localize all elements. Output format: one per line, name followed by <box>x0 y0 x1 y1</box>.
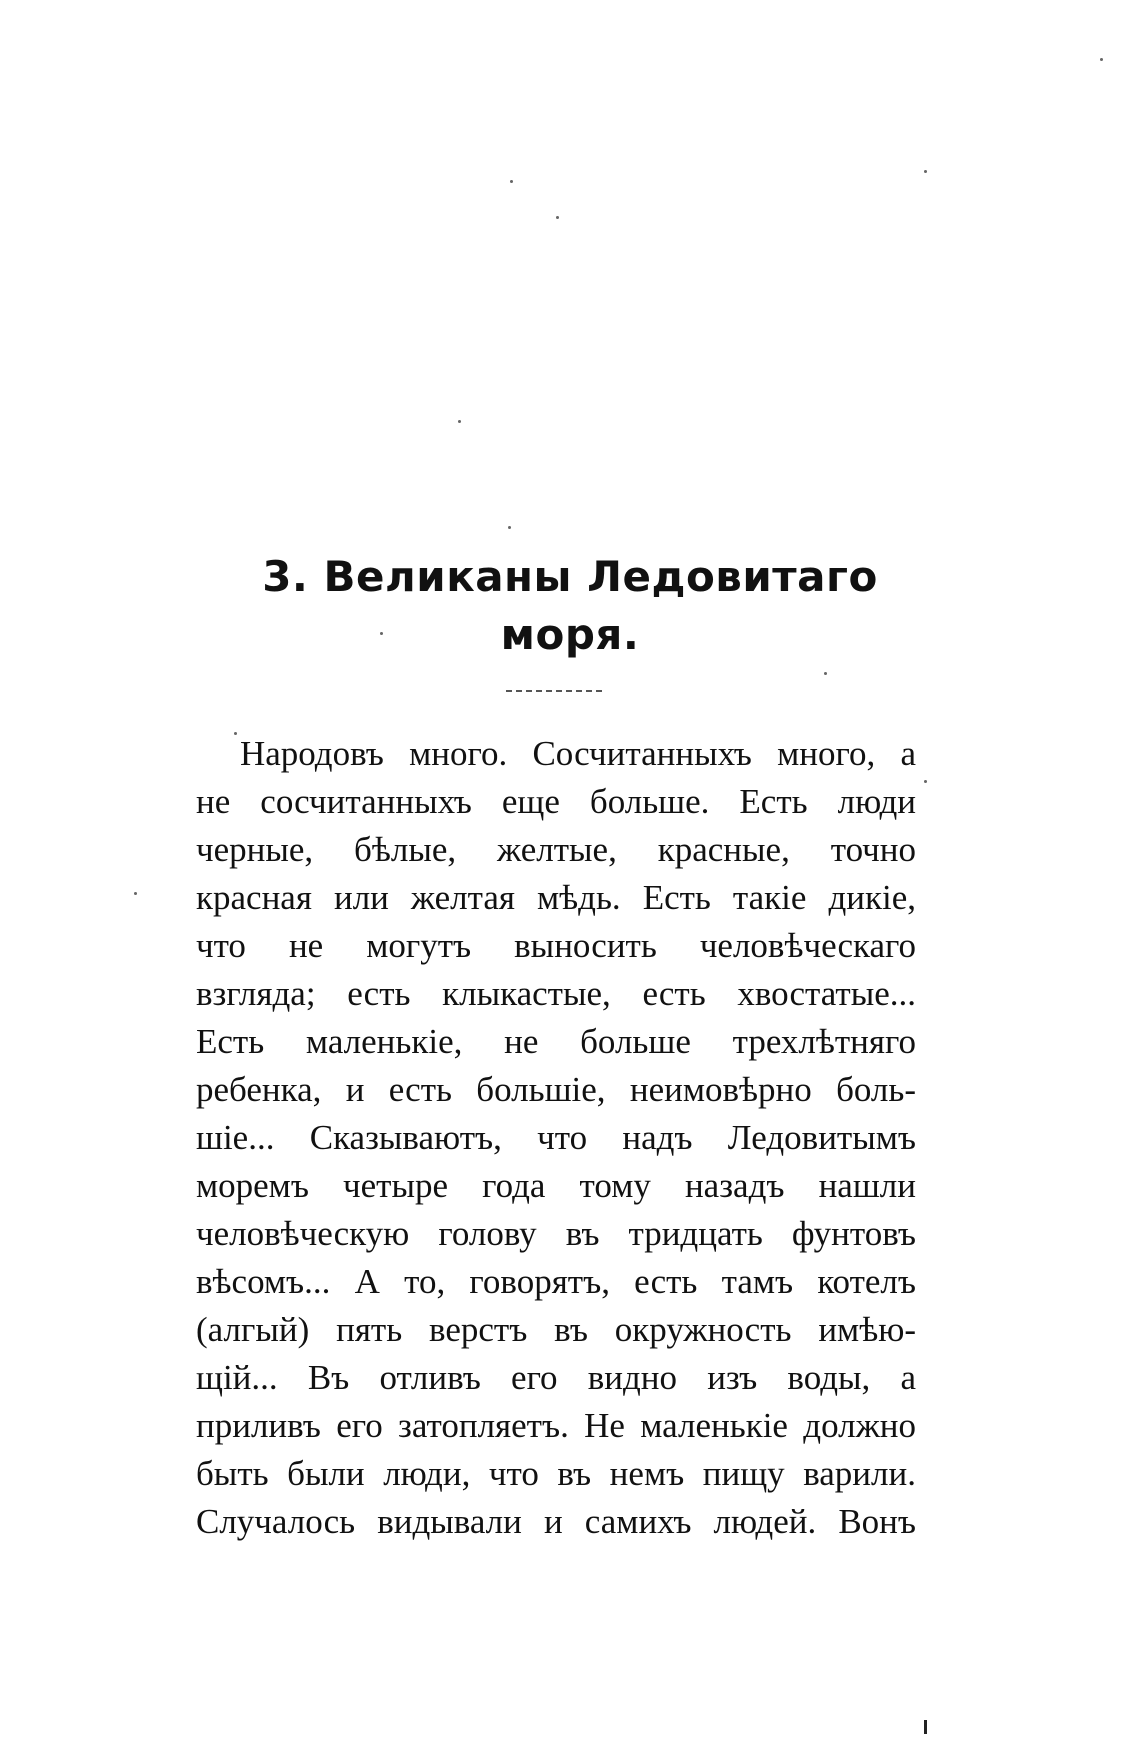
title-separator-rule <box>506 690 602 692</box>
scan-speck <box>508 526 511 529</box>
scan-speck <box>510 180 513 183</box>
text-line: (алгый) пять верстъ въ окружность имѣю- <box>196 1310 916 1349</box>
scan-speck <box>458 420 461 423</box>
page-edge-mark <box>924 1720 927 1734</box>
text-line: Случалось видывали и самихъ людей. Вонъ <box>196 1502 916 1541</box>
chapter-title <box>190 548 950 664</box>
text-line: не сосчитанныхъ еще больше. Есть люди <box>196 782 916 821</box>
text-line: моремъ четыре года тому назадъ нашли <box>196 1166 916 1205</box>
text-line: что не могутъ выносить человѣческаго <box>196 926 916 965</box>
scan-speck <box>134 892 137 895</box>
chapter-paragraph <box>196 730 916 1546</box>
scan-speck <box>556 216 559 219</box>
text-line: шіе... Сказываютъ, что надъ Ледовитымъ <box>196 1118 916 1157</box>
text-line: вѣсомъ... А то, говорятъ, есть тамъ котелъ <box>196 1262 916 1301</box>
chapter-title-line-1: 3. Великаны Ледовитаго <box>262 552 878 601</box>
text-line: ребенка, и есть большіе, неимовѣрно боль- <box>196 1070 916 1109</box>
text-line: Есть маленькіе, не больше трехлѣтняго <box>196 1022 916 1061</box>
text-line: взгляда; есть клыкастые, есть хвостатые... <box>196 974 916 1013</box>
chapter-title-line-2: моря. <box>500 610 640 659</box>
scan-speck <box>1100 58 1103 61</box>
text-line: красная или желтая мѣдь. Есть такіе дикіе, <box>196 878 916 917</box>
scan-speck <box>924 780 927 783</box>
text-line: приливъ его затопляетъ. Не маленькіе должно <box>196 1406 916 1445</box>
text-line: Народовъ много. Сосчитанныхъ много, а <box>240 734 916 773</box>
text-line: быть были люди, что въ немъ пищу варили. <box>196 1454 916 1493</box>
text-line: черные, бѣлые, желтые, красные, точно <box>196 830 916 869</box>
text-line: щій... Въ отливъ его видно изъ воды, а <box>196 1358 916 1397</box>
scan-speck <box>924 170 927 173</box>
scan-speck <box>824 672 827 675</box>
text-line: человѣческую голову въ тридцать фунтовъ <box>196 1214 916 1253</box>
